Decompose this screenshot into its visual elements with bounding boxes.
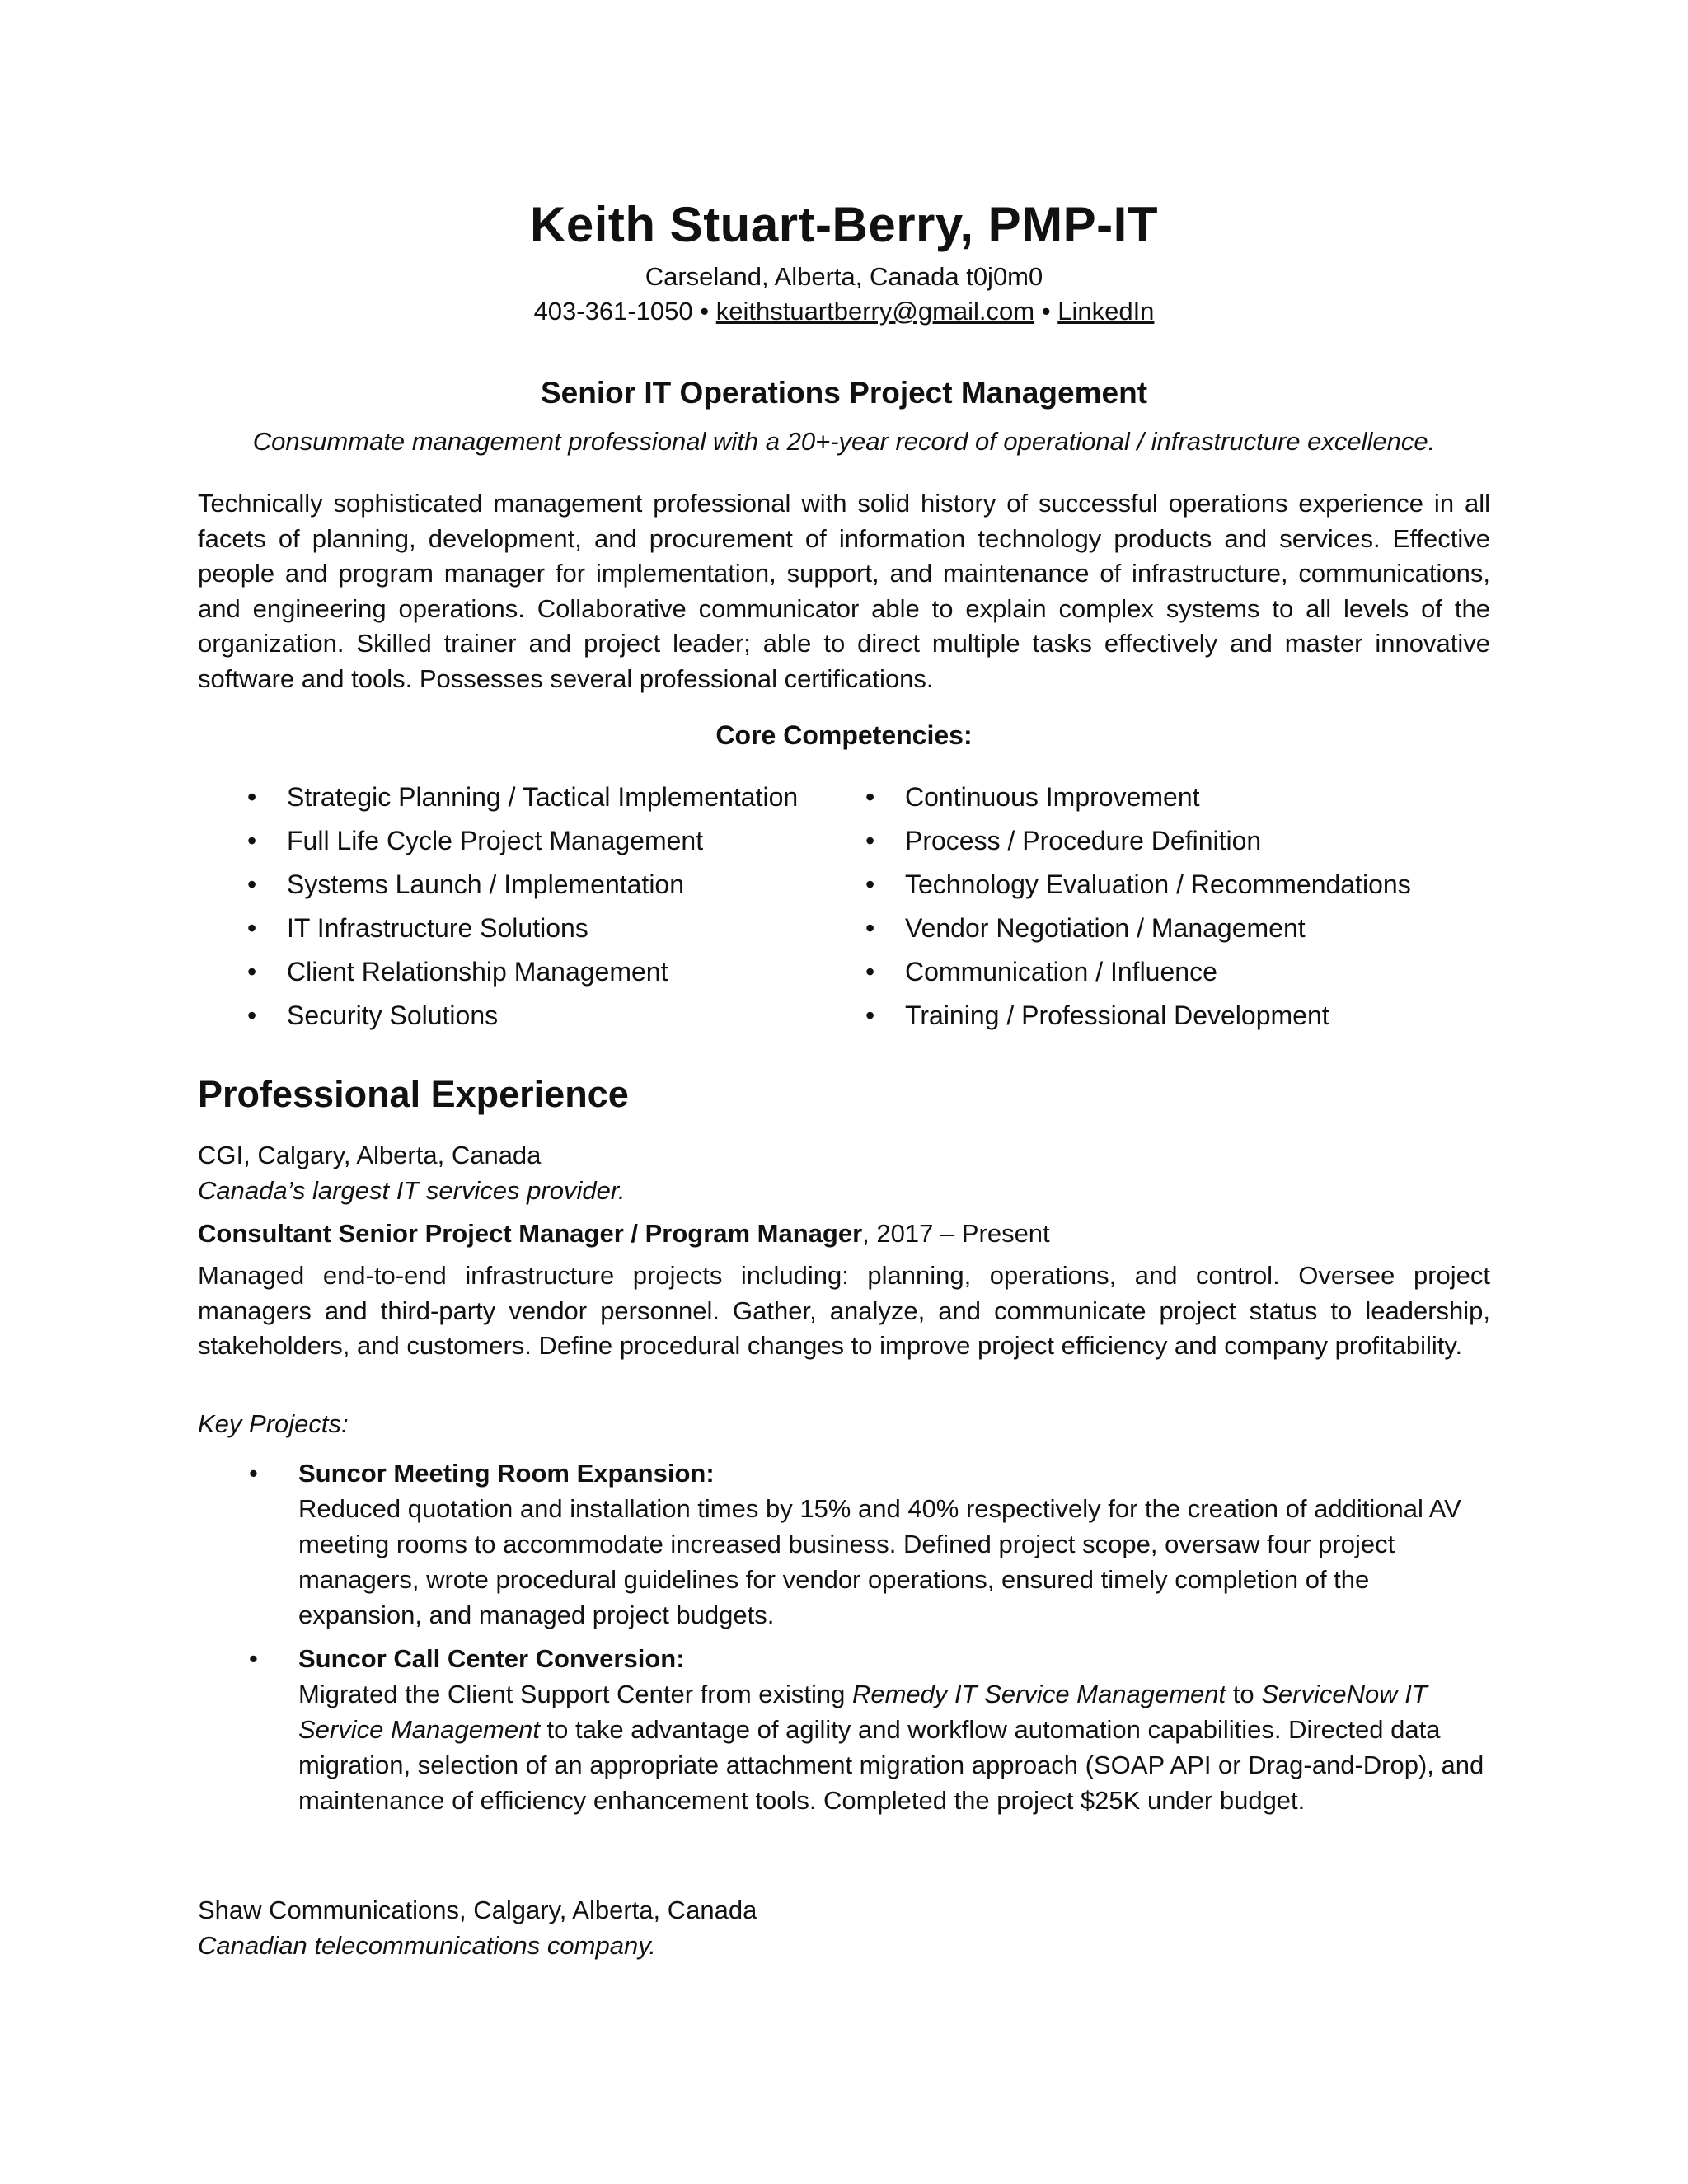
bullet-icon: • [247, 1001, 257, 1030]
list-item: • Strategic Planning / Tactical Implementation [247, 782, 799, 812]
experience-section-title: Professional Experience [198, 1073, 629, 1115]
candidate-name: Keith Stuart-Berry, PMP-IT [530, 197, 1158, 252]
competencies-left-list [247, 781, 799, 1043]
job-summary: Managed end-to-end infrastructure projects including: planning, operations, and control. Oversee project managers and third-party vendor personnel. Gather, analyze, and communicate project status to leadership, stakeholders, and customers. Define procedural changes to improve project efficiency and company profitability. [198, 1261, 1490, 1360]
list-item: • Technology Evaluation / Recommendations [865, 869, 1411, 899]
project-description: Reduced quotation and installation times by 15% and 40% respectively for the creation of additional AV meeting rooms to accommodate increased business. Defined project scope, oversaw four project managers, wrote procedural guidelines for vendor operations, ensured timely completion of the expansion, and managed project budgets. [298, 1494, 1461, 1629]
list-item: • Continuous Improvement [865, 782, 1200, 812]
bullet-icon: • [865, 957, 875, 987]
summary-paragraph: Technically sophisticated management professional with solid history of successful operations experience in all facets of planning, development, and procurement of information technology products and services. Effective people and program manager for implementation, support, and maintenance of infrastructure, communications, and engineering operations. Collaborative communicator able to explain complex systems to all levels of the organization. Skilled trainer and project leader; able to direct multiple tasks effectively and master innovative software and tools. Possesses several professional certifications. [198, 489, 1490, 693]
bullet-icon: • [247, 869, 257, 899]
list-item: • Training / Professional Development [865, 1001, 1329, 1030]
competencies-right-list [865, 781, 1411, 1043]
bullet-icon: • [249, 1459, 258, 1488]
bullet-icon: • [865, 869, 875, 899]
project-title: Suncor Call Center Conversion: [298, 1644, 685, 1673]
list-item: • Vendor Negotiation / Management [865, 913, 1306, 943]
list-item: • Security Solutions [247, 1001, 499, 1030]
core-competencies-title: Core Competencies: [715, 720, 973, 750]
key-projects-label: Key Projects: [198, 1409, 349, 1438]
list-item: • IT Infrastructure Solutions [247, 913, 588, 943]
company-description: Canadian telecommunications company. [198, 1931, 657, 1960]
separator-dot: • [1041, 297, 1051, 326]
headline: Senior IT Operations Project Management [540, 376, 1148, 410]
tagline: Consummate management professional with a 20+-year record of operational / infrastructure excellence. [252, 427, 1436, 456]
job-dates: , 2017 – Present [862, 1219, 1050, 1248]
project-title: Suncor Meeting Room Expansion: [298, 1459, 715, 1488]
list-item: • Process / Procedure Definition [865, 826, 1262, 855]
job-role: Consultant Senior Project Manager / Program Manager [198, 1219, 863, 1248]
bullet-icon: • [247, 913, 257, 943]
bullet-icon: • [247, 826, 257, 855]
list-item: • Systems Launch / Implementation [247, 869, 685, 899]
bullet-icon: • [249, 1644, 258, 1673]
separator-dot: • [700, 297, 710, 326]
bullet-icon: • [865, 782, 875, 812]
list-item: • Client Relationship Management [247, 957, 668, 987]
phone-number: 403-361-1050 [533, 297, 693, 326]
linkedin-link[interactable]: LinkedIn [1057, 297, 1155, 326]
contact-row [198, 297, 1490, 326]
bullet-icon: • [247, 782, 257, 812]
bullet-icon: • [865, 826, 875, 855]
company-name: Shaw Communications, Calgary, Alberta, Canada [198, 1896, 757, 1924]
company-description: Canada’s largest IT services provider. [198, 1176, 626, 1205]
job-title-row [198, 1219, 1050, 1249]
bullet-icon: • [865, 913, 875, 943]
project-description: Migrated the Client Support Center from existing Remedy IT Service Management to ServiceNow IT Service Management to take advantage of agility and workflow automation capabilities. Directed data migration, selection of an appropriate attachment migration approach (SOAP API or Drag-and-Drop), and maintenance of efficiency enhancement tools. Completed the project $25K under budget. [298, 1680, 1484, 1815]
project-item [249, 1641, 1490, 1818]
project-item [249, 1455, 1490, 1633]
list-item: • Communication / Influence [865, 957, 1217, 987]
list-item: • Full Life Cycle Project Management [247, 826, 704, 855]
company-name: CGI, Calgary, Alberta, Canada [198, 1141, 542, 1169]
email-link[interactable]: keithstuartberry@gmail.com [715, 297, 1035, 326]
bullet-icon: • [865, 1001, 875, 1030]
bullet-icon: • [247, 957, 257, 987]
location: Carseland, Alberta, Canada t0j0m0 [645, 262, 1043, 291]
